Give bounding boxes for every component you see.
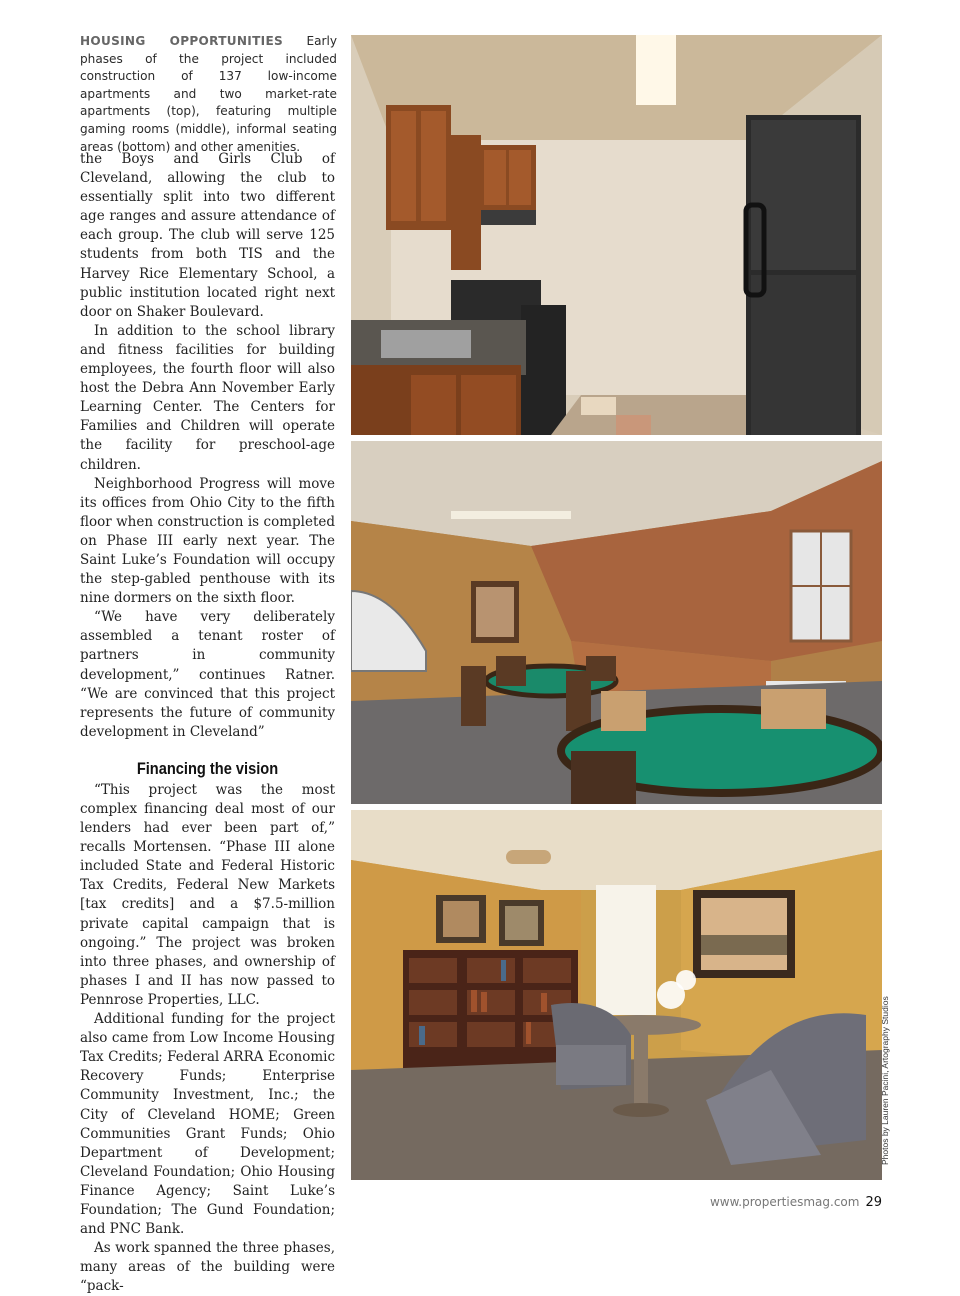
page-number: 29 — [865, 1195, 882, 1210]
article-paragraph: Additional funding for the project also came from Low Income Housing Tax Credits; Federal ARRA Economic Recovery Funds; Enterprise Community Investment, Inc.; the City of Cleveland HOME; Green Communities Grant Funds; Ohio Department of Development; Cleveland Foundation; Ohio Housing Finance Agency; Saint Luke’s Foundation; The Gund Foundation; and PNC Bank. — [80, 1011, 335, 1238]
photo-credit: Photos by Lauren Pacini, Artography Studios — [880, 996, 890, 1165]
article-paragraph: “We have very deliberately assembled a tenant roster of partners in community development,” continues Ratner. “We are convinced that this project represents the future of community development in Cleveland” — [80, 609, 335, 740]
lounge-photo — [351, 810, 882, 1180]
article-paragraph: Neighborhood Progress will move its offices from Ohio City to the fifth floor when construction is completed on Phase III early next year. The Saint Luke’s Foundation will occupy the step-gabled penthouse with its nine dormers on the sixth floor. — [80, 475, 335, 607]
kitchen-photo — [351, 35, 882, 435]
caption-lead: HOUSING OPPORTUNITIES — [80, 34, 284, 48]
article-column — [80, 150, 335, 1296]
page-footer — [710, 1195, 882, 1210]
article-paragraph: the Boys and Girls Club of Cleveland, allowing the club to essentially split into two different age ranges and assure attendance of each group. The club will serve 125 students from both TIS and the Harvey Rice Elementary School, a public institution located right next door on Shaker Boulevard. — [80, 151, 335, 320]
article-paragraph: “This project was the most complex financing deal most of our lenders had ever been part of,” recalls Mortensen. “Phase III alone included State and Federal Historic Tax Credits, Federal New Markets [tax credits] and a $7.5-million private capital campaign that is ongoing.” The project was broken into three phases, and ownership of phases I and II has now passed to Pennrose Properties, LLC. — [80, 781, 335, 1008]
section-heading: Financing the vision — [136, 758, 279, 778]
footer-url[interactable]: www.propertiesmag.com — [709, 1195, 860, 1209]
game-room-photo — [351, 441, 882, 804]
caption-text: Early phases of the project included construction of 137 low-income apartments and two market-rate apartments (top), featuring multiple gaming rooms (middle), informal seating areas (bottom) and other amenities. — [80, 34, 337, 154]
article-paragraph: As work spanned the three phases, many areas of the building were “pack- — [80, 1240, 335, 1295]
article-paragraph: In addition to the school library and fitness facilities for building employees, the fourth floor will also host the Debra Ann November Early Learning Center. The Centers for Families and Children will operate the facility for preschool-age children. — [80, 322, 335, 473]
photo-caption — [80, 33, 337, 156]
